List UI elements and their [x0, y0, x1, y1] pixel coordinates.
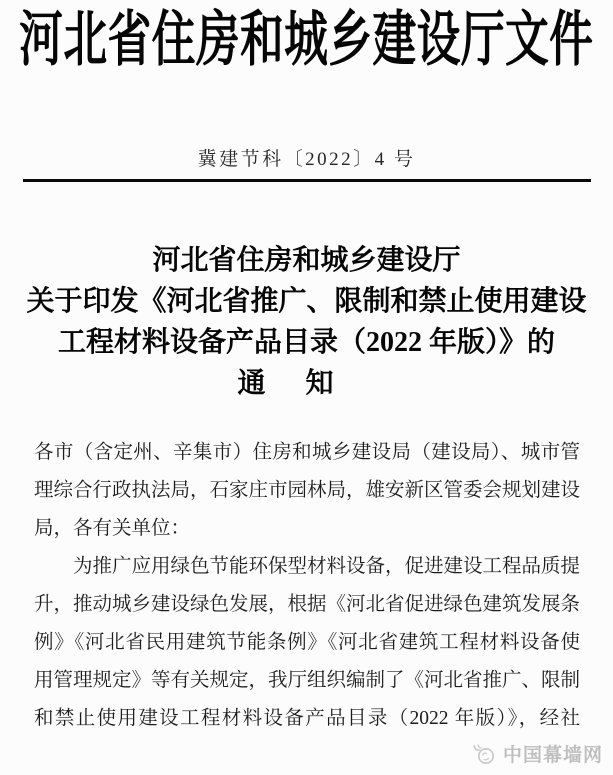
recipients-line-1: 各市（含定州、辛集市）住房和城乡建设局（建设局）、城市管	[34, 442, 580, 463]
title-line-subject-2: 工程材料设备产品目录（2022 年版）》的	[57, 327, 555, 358]
document-masthead-title: 河北省住房和城乡建设厅文件	[19, 7, 594, 73]
body-line-1: 为推广应用绿色节能环保型材料设备，促进建设工程品质提	[73, 556, 581, 577]
title-line-issuer: 河北省住房和城乡建设厅	[152, 245, 461, 276]
document-title	[0, 240, 613, 404]
document-number: 冀建节科〔2022〕4 号	[197, 149, 416, 170]
title-line-subject-1: 关于印发《河北省推广、限制和禁止使用建设	[26, 286, 587, 317]
recipients-line-3: 局，各有关单位：	[34, 518, 191, 539]
body-line-3: 例》《河北省民用建筑节能条例》《河北省建筑工程材料设备使	[34, 632, 580, 653]
watermark	[472, 740, 603, 767]
recipients-line-2: 理综合行政执法局，石家庄市园林局，雄安新区管委会规划建设	[34, 480, 581, 501]
masthead-divider-line	[23, 179, 591, 182]
title-line-notice: 通 知	[237, 368, 340, 399]
body-line-2: 升，推动城乡建设绿色发展，根据《河北省促进绿色建筑发展条	[34, 594, 581, 615]
watermark-text: 中国幕墙网	[502, 745, 603, 766]
body-line-5: 和禁止使用建设工程材料设备产品目录（2022 年版）》，经社	[34, 708, 580, 729]
document-masthead	[0, 2, 613, 78]
body-line-4: 用管理规定》等有关规定，我厅组织编制了《河北省推广、限制	[34, 670, 581, 691]
document-body	[34, 434, 580, 738]
watermark-circle-emblem-icon	[472, 742, 496, 766]
